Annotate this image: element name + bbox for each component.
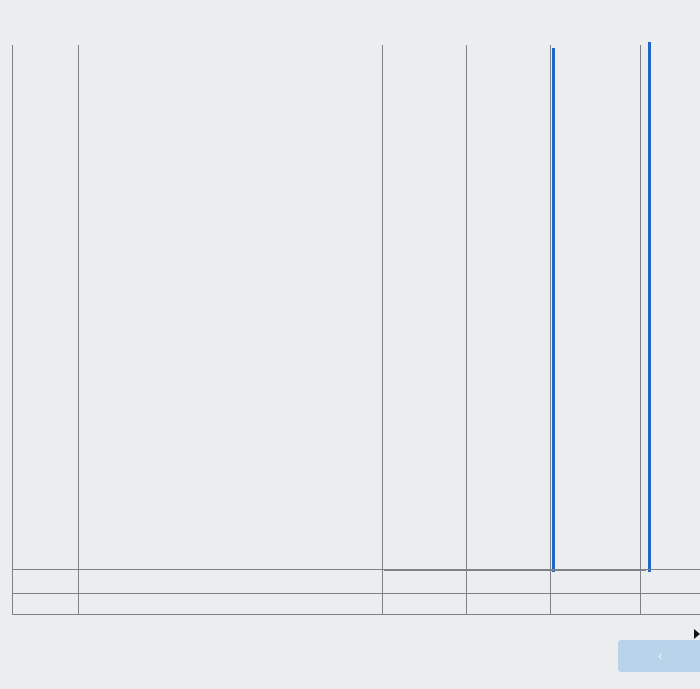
grid-col-divider [640, 45, 641, 615]
grid-left-border [12, 45, 13, 615]
cursor-icon [694, 629, 700, 639]
grid-credit-divider [550, 45, 551, 615]
grid-debit-divider [466, 45, 467, 615]
grid-acct-divider [78, 45, 79, 615]
adjustments-column-left-border [552, 48, 555, 572]
grid-bottom-border [12, 614, 700, 615]
row-divider [12, 593, 700, 594]
next-button[interactable] [618, 640, 700, 672]
adjustments-column-right-border [648, 42, 651, 572]
totals-underline [384, 570, 646, 571]
grid-title-divider [382, 45, 383, 615]
chevron-left-icon: ‹ [658, 648, 663, 663]
